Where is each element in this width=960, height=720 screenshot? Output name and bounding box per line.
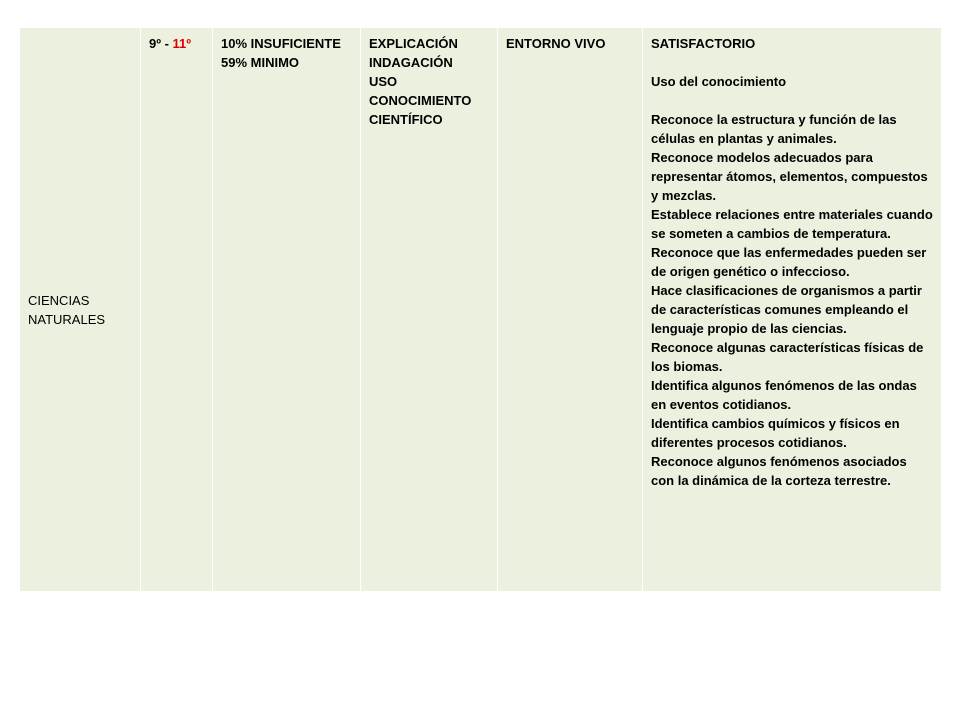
competency-item: EXPLICACIÓN [369,36,458,51]
area-line: NATURALES [28,311,106,327]
competency-item: USO [369,74,398,89]
level-item: 59% MINIMO [221,55,300,70]
grade-separator: - [160,36,173,51]
descriptor-item: Identifica algunos fenómenos de las ondas en eventos cotidianos. [651,378,917,412]
area-cell [20,28,141,592]
descriptor-item: Reconoce la estructura y función de las células en plantas y animales. [651,112,897,146]
competency-item: CIENTÍFICO [369,112,443,127]
grade-start: 9º [149,36,161,51]
descriptor-item: Identifica cambios químicos y físicos en diferentes procesos cotidianos. [651,416,900,450]
descriptor-item: Establece relaciones entre materiales cuando se someten a cambios de temperatura. [651,207,933,241]
competencies-cell [361,28,498,592]
area-line: CIENCIAS [28,292,90,308]
descriptor-item: Reconoce algunos fenómenos asociados con la dinámica de la corteza terrestre. [651,454,907,488]
levels-cell [213,28,361,592]
grade-end: 11º [172,36,192,51]
descriptor-item: Reconoce que las enfermedades pueden ser de origen genético o infeccioso. [651,245,927,279]
performance-subtitle: Uso del conocimiento [651,74,787,89]
performance-cell [643,28,942,592]
component-cell [498,28,643,592]
level-item: 10% INSUFICIENTE [221,36,341,51]
descriptor-item: Reconoce modelos adecuados para representar átomos, elementos, compuestos y mezclas. [651,150,928,203]
table-row [20,28,942,592]
descriptor-item: Reconoce algunas características físicas de los biomas. [651,340,924,374]
performance-title: SATISFACTORIO [651,36,756,51]
component-label: ENTORNO VIVO [506,36,606,51]
descriptor-item: Hace clasificaciones de organismos a partir de características comunes empleando el lenguaje propio de las ciencias. [651,283,922,336]
curriculum-table [19,27,942,592]
competency-item: INDAGACIÓN [369,55,453,70]
grade-cell [141,28,213,592]
competency-item: CONOCIMIENTO [369,93,472,108]
